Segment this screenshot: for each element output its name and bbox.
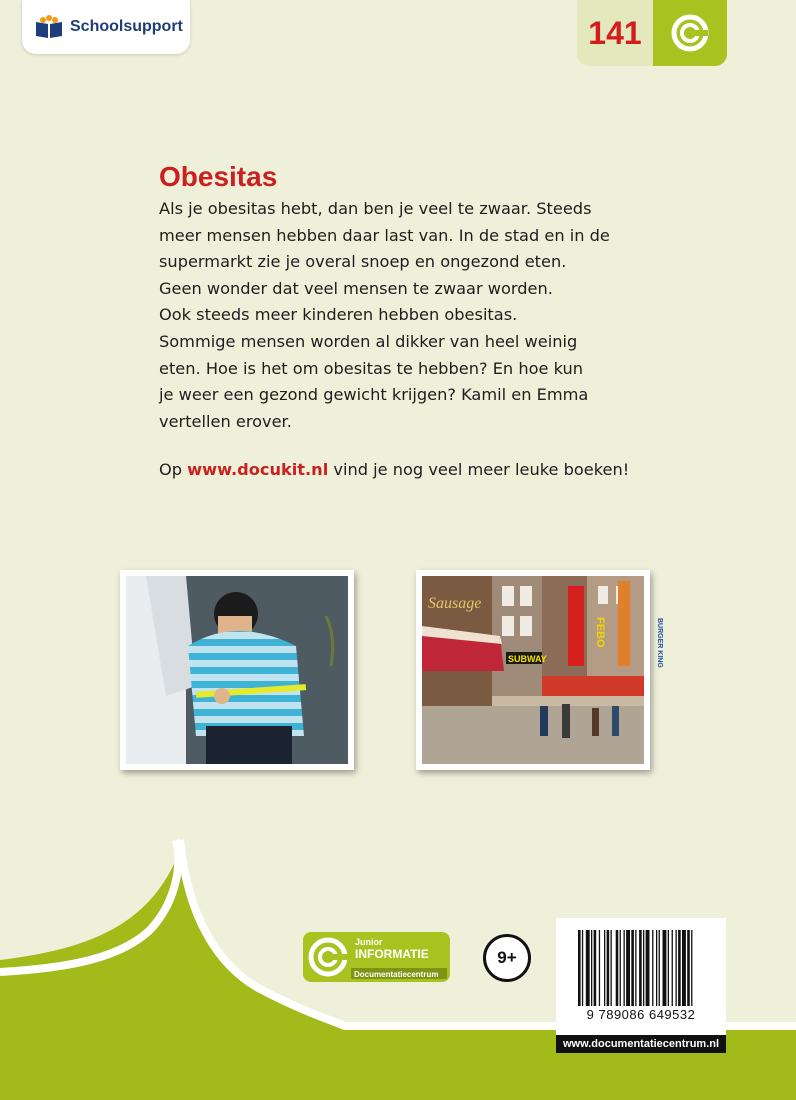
logo-line-documentatiecentrum: Documentatiecentrum	[354, 970, 439, 979]
barcode-bar	[635, 930, 636, 1006]
barcode-bar	[646, 930, 650, 1006]
series-number: 141	[577, 0, 653, 66]
barcode-bar	[659, 930, 660, 1006]
blurb-line: Geen wonder dat veel mensen te zwaar worden.	[159, 278, 553, 298]
barcode-bar	[620, 930, 621, 1006]
barcode-bars	[556, 918, 726, 1007]
barcode-bar	[626, 930, 630, 1006]
barcode-bar	[582, 930, 583, 1006]
blurb-line: supermarkt zie je overal snoep en ongezond eten.	[159, 252, 567, 272]
barcode-bar	[599, 930, 600, 1006]
isbn-number: 9 789086 649532	[586, 1007, 696, 1022]
spiral-icon-tab	[653, 0, 727, 66]
barcode-bar	[639, 930, 642, 1006]
barcode-bar	[594, 930, 597, 1006]
barcode-bar	[607, 930, 610, 1006]
page-title: Obesitas	[159, 161, 278, 192]
schoolsupport-logo	[22, 0, 190, 54]
barcode-bar	[672, 930, 673, 1006]
photo-street	[416, 570, 663, 770]
barcode-bar	[643, 930, 644, 1006]
barcode-bar	[624, 930, 625, 1006]
spiral-icon	[670, 13, 710, 53]
photo-measuring	[120, 570, 354, 770]
docukit-link[interactable]: www.docukit.nl	[187, 460, 329, 479]
barcode-bar	[616, 930, 619, 1006]
blurb-line: Sommige mensen worden al dikker van heel weinig	[159, 331, 578, 351]
barcode-bar	[591, 930, 592, 1006]
barcode-bar	[682, 930, 686, 1006]
barcode-bar	[586, 930, 590, 1006]
barcode-bar	[687, 930, 690, 1006]
barcode-bar	[611, 930, 612, 1006]
logo-line-informatie: INFORMATIE	[355, 947, 429, 961]
sign-febo: FEBO	[594, 617, 606, 648]
barcode	[556, 918, 726, 1035]
logo-line-junior: Junior	[355, 937, 383, 947]
sign-burger: BURGER KING	[656, 618, 663, 668]
barcode-bar	[656, 930, 657, 1006]
promo-suffix: vind je nog veel meer leuke boeken!	[328, 460, 630, 479]
barcode-bar	[663, 930, 667, 1006]
website-url[interactable]: www.documentatiecentrum.nl	[556, 1035, 726, 1053]
barcode-bar	[678, 930, 681, 1006]
blurb-line: Ook steeds meer kinderen hebben obesitas.	[159, 305, 518, 325]
blurb-line: meer mensen hebben daar last van. In de stad en in de	[159, 225, 610, 245]
book-icon	[34, 14, 64, 40]
barcode-bar	[604, 930, 605, 1006]
sign-subway: SUBWAY	[508, 654, 547, 664]
barcode-bar	[631, 930, 634, 1006]
blurb-line: eten. Hoe is het om obesitas te hebben? En hoe kun	[159, 358, 583, 378]
barcode-bar	[652, 930, 653, 1006]
barcode-bar	[676, 930, 677, 1006]
brand-name: Schoolsupport	[70, 18, 183, 35]
svg-text:Sausage: Sausage	[428, 595, 482, 612]
blurb-line: je weer een gezond gewicht krijgen? Kamil en Emma	[159, 385, 589, 405]
website-promo	[159, 460, 629, 479]
barcode-bar	[691, 930, 692, 1006]
blurb	[159, 196, 629, 435]
barcode-bar	[668, 930, 669, 1006]
blurb-line: Als je obesitas hebt, dan ben je veel te zwaar. Steeds	[159, 199, 592, 218]
age-badge: 9+	[483, 934, 531, 982]
promo-prefix: Op	[159, 460, 188, 479]
blurb-line: vertellen erover.	[159, 411, 292, 431]
barcode-bar	[578, 930, 581, 1006]
